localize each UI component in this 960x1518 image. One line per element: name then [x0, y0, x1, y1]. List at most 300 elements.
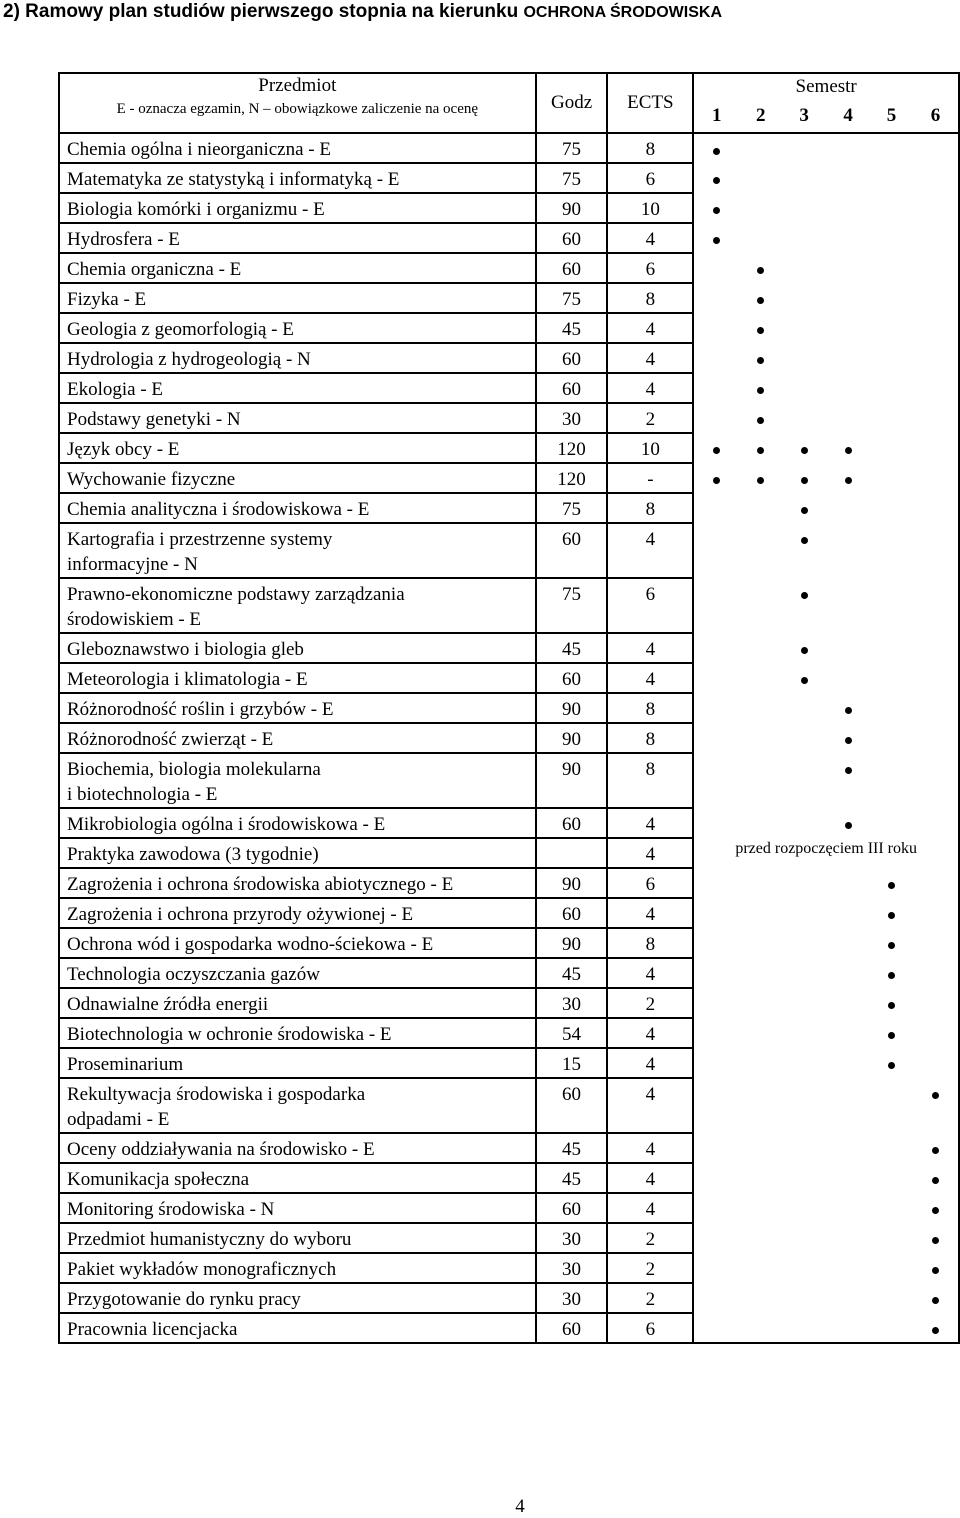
table-row — [59, 1223, 959, 1253]
semester-cell-1 — [693, 1253, 739, 1283]
ects-cell: 8 — [607, 283, 693, 313]
table-row — [59, 868, 959, 898]
semester-cell-4 — [826, 868, 870, 898]
semester-cell-4 — [826, 283, 870, 313]
hours-cell: 90 — [536, 193, 608, 223]
page-title — [3, 1, 722, 23]
semester-dot-icon — [713, 207, 720, 214]
subject-cell — [59, 463, 536, 493]
semester-cell-6 — [913, 493, 959, 523]
table-row — [59, 1163, 959, 1193]
semester-cell-6 — [913, 633, 959, 663]
semester-cell-4 — [826, 1313, 870, 1343]
subject-name: Proseminarium — [67, 1054, 184, 1075]
subject-name: Gleboznawstwo i biologia gleb — [67, 639, 304, 660]
subject-cell — [59, 958, 536, 988]
semester-cell-4 — [826, 163, 870, 193]
ects-cell: 4 — [607, 523, 693, 578]
table-row — [59, 928, 959, 958]
semester-cell-1 — [693, 988, 739, 1018]
subject-name: Chemia ogólna i nieorganiczna - E — [67, 139, 331, 160]
subject-cell — [59, 493, 536, 523]
subject-name: Hydrologia z hydrogeologią - N — [67, 349, 311, 370]
semester-cell-2 — [739, 633, 782, 663]
hours-cell: 30 — [536, 1223, 608, 1253]
semester-cell-4 — [826, 373, 870, 403]
semester-dot-icon — [757, 477, 764, 484]
semester-cell-2 — [739, 1078, 782, 1133]
semester-cell-2 — [739, 523, 782, 578]
semester-cell-5 — [870, 1163, 913, 1193]
hours-cell: 60 — [536, 223, 608, 253]
semester-cell-6 — [913, 723, 959, 753]
semester-dot-icon — [757, 417, 764, 424]
subject-name: Ekologia - E — [67, 379, 164, 400]
subject-cell — [59, 1133, 536, 1163]
subject-name: Różnorodność zwierząt - E — [67, 729, 274, 750]
header-subject-cell — [59, 73, 536, 133]
table-row — [59, 898, 959, 928]
semester-cell-2 — [739, 723, 782, 753]
semester-cell-3 — [782, 988, 826, 1018]
subject-name: Biologia komórki i organizmu - E — [67, 199, 325, 220]
semester-cell-2 — [739, 463, 782, 493]
semester-cell-5 — [870, 578, 913, 633]
semester-cell-3 — [782, 578, 826, 633]
semester-cell-5 — [870, 1133, 913, 1163]
semester-cell-4 — [826, 253, 870, 283]
semester-cell-3 — [782, 723, 826, 753]
table-row — [59, 1193, 959, 1223]
table-row — [59, 433, 959, 463]
semester-number: 6 — [913, 103, 959, 133]
subject-name: Fizyka - E — [67, 289, 147, 310]
table-row — [59, 663, 959, 693]
semester-cell-3 — [782, 663, 826, 693]
subject-name: Odnawialne źródła energii — [67, 994, 269, 1015]
table-row — [59, 633, 959, 663]
subject-name: Różnorodność roślin i grzybów - E — [67, 699, 334, 720]
semester-cell-1 — [693, 1283, 739, 1313]
subject-cell — [59, 868, 536, 898]
semester-cell-2 — [739, 1313, 782, 1343]
table-row — [59, 313, 959, 343]
semester-cell-6 — [913, 373, 959, 403]
semester-dot-icon — [757, 387, 764, 394]
semester-cell-3 — [782, 1223, 826, 1253]
semester-cell-5 — [870, 133, 913, 163]
semester-cell-1 — [693, 1193, 739, 1223]
subject-cell — [59, 163, 536, 193]
semester-cell-3 — [782, 493, 826, 523]
semester-cell-6 — [913, 1193, 959, 1223]
subject-name: Przygotowanie do rynku pracy — [67, 1289, 301, 1310]
semester-cell-5 — [870, 693, 913, 723]
subject-name: Pracownia licencjacka — [67, 1319, 238, 1340]
table-row — [59, 463, 959, 493]
semester-cell-2 — [739, 163, 782, 193]
semester-dot-icon — [845, 822, 852, 829]
hours-cell: 60 — [536, 343, 608, 373]
semester-cell-6 — [913, 753, 959, 808]
header-subject: Przedmiot — [258, 75, 337, 96]
semester-cell-3 — [782, 1253, 826, 1283]
semester-cell-6 — [913, 928, 959, 958]
semester-number: 1 — [693, 103, 739, 133]
semester-cell-3 — [782, 1133, 826, 1163]
semester-cell-1 — [693, 1163, 739, 1193]
semester-dot-icon — [845, 767, 852, 774]
semester-dot-icon — [888, 1002, 895, 1009]
study-plan-table — [58, 72, 960, 1344]
semester-cell-6 — [913, 1163, 959, 1193]
semester-cell-1 — [693, 313, 739, 343]
semester-cell-1 — [693, 928, 739, 958]
semester-cell-5 — [870, 463, 913, 493]
semester-cell-6 — [913, 1223, 959, 1253]
subject-name: Zagrożenia i ochrona środowiska abiotycznego - E — [67, 874, 454, 895]
semester-cell-6 — [913, 1048, 959, 1078]
semester-cell-6 — [913, 343, 959, 373]
semester-dot-icon — [757, 327, 764, 334]
semester-cell-4 — [826, 633, 870, 663]
hours-cell: 60 — [536, 898, 608, 928]
semester-cell-4 — [826, 1253, 870, 1283]
subject-cell — [59, 343, 536, 373]
semester-dot-icon — [801, 507, 808, 514]
table-row — [59, 1133, 959, 1163]
semester-dot-icon — [845, 707, 852, 714]
semester-cell-2 — [739, 1048, 782, 1078]
hours-cell: 75 — [536, 133, 608, 163]
subject-cell — [59, 898, 536, 928]
semester-cell-5 — [870, 988, 913, 1018]
ects-cell: 4 — [607, 1163, 693, 1193]
subject-cell — [59, 1223, 536, 1253]
hours-cell: 90 — [536, 693, 608, 723]
hours-cell: 60 — [536, 1313, 608, 1343]
semester-cell-5 — [870, 283, 913, 313]
hours-cell: 90 — [536, 928, 608, 958]
subject-name: Rekultywacja środowiska i gospodarka — [67, 1084, 366, 1105]
subject-cell — [59, 578, 536, 633]
subject-name: Praktyka zawodowa (3 tygodnie) — [67, 844, 319, 865]
semester-dot-icon — [888, 912, 895, 919]
table-row — [59, 373, 959, 403]
subject-cell — [59, 1078, 536, 1133]
table-row — [59, 838, 959, 868]
semester-dot-icon — [932, 1327, 939, 1334]
semester-cell-1 — [693, 493, 739, 523]
semester-cell-2 — [739, 433, 782, 463]
semester-dot-icon — [932, 1297, 939, 1304]
subject-cell — [59, 1283, 536, 1313]
subject-cell — [59, 1253, 536, 1283]
hours-cell: 60 — [536, 1193, 608, 1223]
table-row — [59, 1048, 959, 1078]
title-prefix: 2) Ramowy plan studiów pierwszego stopnia na kierunku — [3, 1, 519, 22]
subject-cell — [59, 253, 536, 283]
table-row — [59, 133, 959, 163]
semester-cell-2 — [739, 898, 782, 928]
table-row — [59, 193, 959, 223]
semester-cell-4 — [826, 988, 870, 1018]
semester-cell-4 — [826, 1283, 870, 1313]
ects-cell: 4 — [607, 958, 693, 988]
semester-cell-1 — [693, 403, 739, 433]
ects-cell: 4 — [607, 1018, 693, 1048]
hours-cell: 75 — [536, 163, 608, 193]
semester-cell-2 — [739, 1223, 782, 1253]
semester-cell-5 — [870, 1283, 913, 1313]
subject-cell — [59, 433, 536, 463]
subject-name-continued: i biotechnologia - E — [67, 784, 218, 805]
semester-dot-icon — [757, 267, 764, 274]
semester-cell-5 — [870, 1253, 913, 1283]
hours-cell: 90 — [536, 723, 608, 753]
semester-cell-3 — [782, 403, 826, 433]
semester-cell-4 — [826, 578, 870, 633]
semester-cell-1 — [693, 1018, 739, 1048]
semester-cell-5 — [870, 633, 913, 663]
semester-cell-3 — [782, 1313, 826, 1343]
hours-cell: 60 — [536, 253, 608, 283]
table-row — [59, 163, 959, 193]
semester-dot-icon — [888, 1062, 895, 1069]
semester-cell-4 — [826, 433, 870, 463]
ects-cell: 6 — [607, 868, 693, 898]
study-plan-body — [59, 133, 959, 1343]
semester-cell-5 — [870, 193, 913, 223]
semester-dot-icon — [713, 148, 720, 155]
ects-cell: 4 — [607, 373, 693, 403]
subject-cell — [59, 193, 536, 223]
semester-cell-1 — [693, 133, 739, 163]
semester-dot-icon — [757, 297, 764, 304]
ects-cell: 8 — [607, 693, 693, 723]
semester-cell-1 — [693, 868, 739, 898]
hours-cell: 60 — [536, 1078, 608, 1133]
semester-cell-6 — [913, 403, 959, 433]
semester-cell-3 — [782, 1018, 826, 1048]
semester-cell-1 — [693, 1133, 739, 1163]
semester-cell-2 — [739, 403, 782, 433]
semester-cell-3 — [782, 1163, 826, 1193]
table-row — [59, 1283, 959, 1313]
header-subject-note: E - oznacza egzamin, N – obowiązkowe zaliczenie na ocenę — [116, 101, 479, 117]
subject-cell — [59, 1193, 536, 1223]
semester-dot-icon — [932, 1237, 939, 1244]
semester-cell-5 — [870, 723, 913, 753]
semester-cell-5 — [870, 898, 913, 928]
ects-cell: 2 — [607, 1253, 693, 1283]
ects-cell: 4 — [607, 808, 693, 838]
hours-cell: 45 — [536, 1133, 608, 1163]
subject-cell — [59, 1163, 536, 1193]
semester-cell-6 — [913, 133, 959, 163]
semester-cell-6 — [913, 193, 959, 223]
semester-number: 3 — [782, 103, 826, 133]
semester-cell-1 — [693, 958, 739, 988]
semester-cell-2 — [739, 193, 782, 223]
semester-cell-4 — [826, 1193, 870, 1223]
ects-cell: 4 — [607, 1048, 693, 1078]
subject-cell — [59, 373, 536, 403]
semester-dot-icon — [845, 447, 852, 454]
semester-cell-2 — [739, 663, 782, 693]
semester-cell-5 — [870, 928, 913, 958]
hours-cell: 30 — [536, 1283, 608, 1313]
semester-cell-1 — [693, 463, 739, 493]
hours-cell: 30 — [536, 403, 608, 433]
semester-cell-5 — [870, 868, 913, 898]
semester-cell-6 — [913, 1018, 959, 1048]
hours-cell: 90 — [536, 868, 608, 898]
semester-dot-icon — [932, 1207, 939, 1214]
subject-name: Biotechnologia w ochronie środowiska - E — [67, 1024, 392, 1045]
semester-cell-1 — [693, 578, 739, 633]
hours-cell: 75 — [536, 493, 608, 523]
semester-cell-1 — [693, 753, 739, 808]
semester-cell-5 — [870, 1048, 913, 1078]
semester-cell-5 — [870, 1078, 913, 1133]
semester-cell-4 — [826, 958, 870, 988]
hours-cell: 60 — [536, 663, 608, 693]
semester-cell-3 — [782, 283, 826, 313]
semester-cell-6 — [913, 253, 959, 283]
table-row — [59, 958, 959, 988]
ects-cell: 4 — [607, 343, 693, 373]
table-row — [59, 578, 959, 633]
semester-cell-5 — [870, 343, 913, 373]
semester-cell-3 — [782, 958, 826, 988]
semester-cell-5 — [870, 223, 913, 253]
semester-dot-icon — [888, 882, 895, 889]
subject-cell — [59, 988, 536, 1018]
header-hours: Godz — [536, 73, 608, 133]
semester-cell-6 — [913, 1078, 959, 1133]
semester-cell-6 — [913, 163, 959, 193]
ects-cell: 2 — [607, 988, 693, 1018]
subject-name-continued: informacyjne - N — [67, 554, 198, 575]
ects-cell: 8 — [607, 133, 693, 163]
ects-cell: 4 — [607, 313, 693, 343]
semester-cell-2 — [739, 958, 782, 988]
semester-cell-6 — [913, 1313, 959, 1343]
subject-cell — [59, 313, 536, 343]
semester-cell-5 — [870, 433, 913, 463]
semester-cell-2 — [739, 1253, 782, 1283]
semester-cell-1 — [693, 523, 739, 578]
semester-dot-icon — [801, 447, 808, 454]
table-row — [59, 1253, 959, 1283]
semester-cell-3 — [782, 753, 826, 808]
subject-cell — [59, 1048, 536, 1078]
semester-dot-icon — [845, 737, 852, 744]
semester-dot-icon — [801, 477, 808, 484]
subject-name: Przedmiot humanistyczny do wyboru — [67, 1229, 352, 1250]
semester-dot-icon — [932, 1092, 939, 1099]
semester-dot-icon — [801, 647, 808, 654]
semester-cell-2 — [739, 253, 782, 283]
semester-cell-2 — [739, 1133, 782, 1163]
semester-cell-3 — [782, 343, 826, 373]
semester-cell-1 — [693, 1078, 739, 1133]
semester-cell-3 — [782, 163, 826, 193]
semester-cell-4 — [826, 1078, 870, 1133]
semester-cell-2 — [739, 343, 782, 373]
semester-cell-4 — [826, 1048, 870, 1078]
semester-cell-3 — [782, 808, 826, 838]
semester-cell-2 — [739, 133, 782, 163]
semester-dot-icon — [932, 1177, 939, 1184]
semester-cell-4 — [826, 1163, 870, 1193]
subject-name: Hydrosfera - E — [67, 229, 180, 250]
semester-cell-2 — [739, 928, 782, 958]
subject-cell — [59, 133, 536, 163]
semester-cell-2 — [739, 283, 782, 313]
semester-cell-2 — [739, 808, 782, 838]
semester-cell-4 — [826, 723, 870, 753]
subject-cell — [59, 808, 536, 838]
table-row — [59, 523, 959, 578]
ects-cell: 4 — [607, 223, 693, 253]
hours-cell: 45 — [536, 313, 608, 343]
semester-dot-icon — [845, 477, 852, 484]
subject-name: Geologia z geomorfologią - E — [67, 319, 294, 340]
semester-dot-icon — [713, 477, 720, 484]
ects-cell: 8 — [607, 753, 693, 808]
table-row — [59, 1078, 959, 1133]
ects-cell: 10 — [607, 433, 693, 463]
semester-cell-4 — [826, 753, 870, 808]
subject-name-continued: odpadami - E — [67, 1109, 170, 1130]
hours-cell — [536, 838, 608, 868]
subject-cell — [59, 523, 536, 578]
semester-cell-1 — [693, 1313, 739, 1343]
semester-cell-6 — [913, 868, 959, 898]
ects-cell: 8 — [607, 928, 693, 958]
semester-cell-5 — [870, 493, 913, 523]
semester-cell-2 — [739, 223, 782, 253]
table-row — [59, 493, 959, 523]
subject-name: Oceny oddziaływania na środowisko - E — [67, 1139, 375, 1160]
semester-dot-icon — [713, 177, 720, 184]
semester-cell-4 — [826, 223, 870, 253]
semester-cell-4 — [826, 1133, 870, 1163]
semester-cell-5 — [870, 1313, 913, 1343]
subject-cell — [59, 723, 536, 753]
semester-cell-6 — [913, 808, 959, 838]
table-row — [59, 403, 959, 433]
hours-cell: 45 — [536, 1163, 608, 1193]
semester-cell-4 — [826, 343, 870, 373]
hours-cell: 60 — [536, 373, 608, 403]
semester-cell-1 — [693, 193, 739, 223]
subject-cell — [59, 633, 536, 663]
semester-dot-icon — [713, 447, 720, 454]
subject-name: Meteorologia i klimatologia - E — [67, 669, 308, 690]
semester-dot-icon — [888, 942, 895, 949]
header-ects: ECTS — [607, 73, 693, 133]
semester-cell-6 — [913, 463, 959, 493]
semester-number: 5 — [870, 103, 913, 133]
semester-cell-4 — [826, 898, 870, 928]
ects-cell: 4 — [607, 838, 693, 868]
semester-cell-2 — [739, 753, 782, 808]
subject-cell — [59, 663, 536, 693]
semester-cell-5 — [870, 753, 913, 808]
